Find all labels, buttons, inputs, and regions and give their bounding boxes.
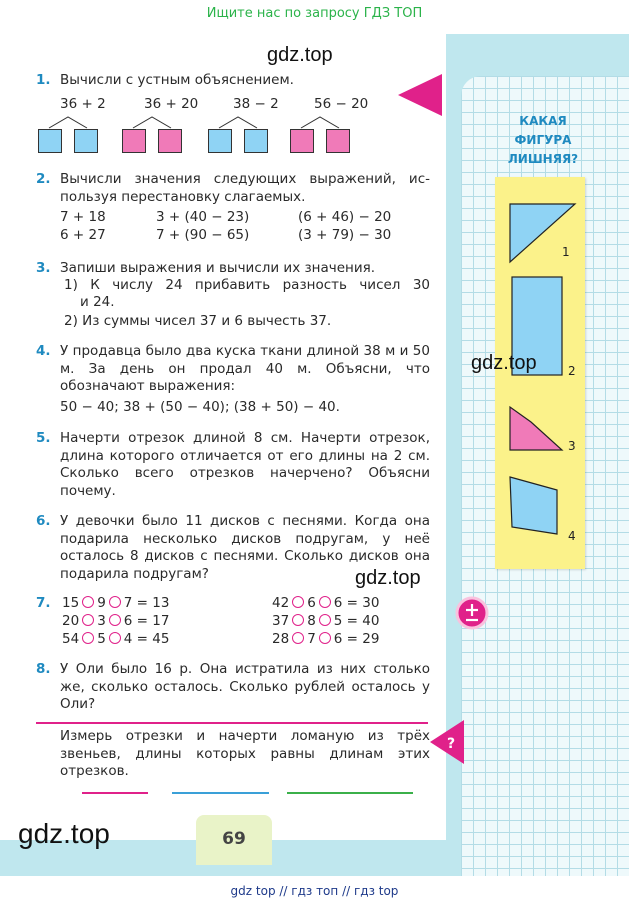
task-text: У Оли было 16 р. Она истратила из них столько же, сколько осталось. Сколько рублей осталось у Оли? <box>60 661 430 712</box>
expression: 7 + 18 <box>60 209 106 225</box>
top-banner: Ищите нас по запросу ГДЗ ТОП <box>206 6 423 21</box>
task-number: 5. <box>36 430 51 446</box>
segment-pink <box>82 792 148 794</box>
equation-row: 42 6 6 = 30 <box>272 595 380 611</box>
task-line: 1) К числу 24 прибавить разность чисел 30 <box>64 277 430 293</box>
equation-row: 54 5 4 = 45 <box>62 631 170 647</box>
figure-3-trapezoid <box>510 407 562 450</box>
task-number: 3. <box>36 260 51 276</box>
expression: 36 + 2 <box>60 96 106 112</box>
watermark: gdz.top <box>471 352 537 374</box>
footer-text: gdz top // гдз топ // гдз top <box>230 884 399 898</box>
sidebar-title-line: ЛИШНЯЯ? <box>507 152 579 166</box>
expression: 38 − 2 <box>233 96 279 112</box>
expression: 6 + 27 <box>60 227 106 243</box>
task-text: Измерь отрезки и начерти ломаную из трёх звеньев, длины которых равны длинам этих отрезков. <box>60 728 430 779</box>
task-number: 8. <box>36 661 51 677</box>
box-blue <box>74 129 98 153</box>
task-line: 2) Из суммы чисел 37 и 6 вычесть 37. <box>64 313 332 329</box>
task-number: 1. <box>36 72 51 88</box>
separator-line <box>36 722 428 724</box>
sidebar-title-line: КАКАЯ <box>519 114 567 128</box>
sidebar-title-line: ФИГУРА <box>514 133 572 147</box>
task-text: У девочки было 11 дисков с песнями. Когда она подарила несколько дисков подругам, у неё осталось 8 дисков с песнями. Сколько дисков она подарила подругам? <box>60 513 430 582</box>
expression: (6 + 46) − 20 <box>298 209 392 225</box>
box-pink <box>122 129 146 153</box>
task-text: Начерти отрезок длиной 8 см. Начерти отрезок, длина которого отличается от его длины на 2 см. Сколько всего отрезков начерчено? Объясни почему. <box>60 430 430 499</box>
expression: 56 − 20 <box>314 96 369 112</box>
sidebar-title <box>490 112 596 169</box>
task-text: У продавца было два куска ткани длиной 38 м и 50 м. За день он продал 40 м. Объясни, что обозначают выражения: <box>60 343 430 394</box>
segment-green <box>287 792 413 794</box>
task-number: 2. <box>36 171 51 187</box>
task-line: и 24. <box>80 294 115 310</box>
task-number: 4. <box>36 343 51 359</box>
box-blue <box>208 129 232 153</box>
task-text: Запиши выражения и вычисли их значения. <box>60 260 376 276</box>
expression: 7 + (90 − 65) <box>156 227 250 243</box>
equation-row: 20 3 6 = 17 <box>62 613 170 629</box>
task-number: 7. <box>36 595 51 611</box>
watermark: gdz.top <box>355 567 421 589</box>
expression: 3 + (40 − 23) <box>156 209 250 225</box>
expression: 36 + 20 <box>144 96 199 112</box>
shape-label: 2 <box>568 364 576 378</box>
box-blue <box>244 129 268 153</box>
page-number: 69 <box>196 815 272 865</box>
box-pink <box>326 129 350 153</box>
task-text: Вычисли с устным объяснением. <box>60 72 294 88</box>
equation-row: 15 9 7 = 13 <box>62 595 170 611</box>
box-blue <box>38 129 62 153</box>
watermark: gdz.top <box>18 818 110 849</box>
shape-label: 3 <box>568 439 576 453</box>
box-pink <box>290 129 314 153</box>
question-icon <box>430 720 464 764</box>
svg-text:?: ? <box>446 736 456 752</box>
shape-label: 1 <box>562 245 570 259</box>
plus-minus-icon <box>455 596 489 630</box>
equation-row: 28 7 6 = 29 <box>272 631 380 647</box>
expression: 50 − 40; 38 + (50 − 40); (38 + 50) − 40. <box>60 399 340 415</box>
expression: (3 + 79) − 30 <box>298 227 392 243</box>
equation-row: 37 8 5 = 40 <box>272 613 380 629</box>
task-text: Вычисли значения следующих выражений, ис-пользуя перестановку слагаемых. <box>60 171 430 205</box>
shape-label: 4 <box>568 529 576 543</box>
watermark: gdz.top <box>267 44 333 66</box>
segment-blue <box>172 792 269 794</box>
figure-4-parallelogram <box>510 477 557 534</box>
box-pink <box>158 129 182 153</box>
task-number: 6. <box>36 513 51 529</box>
